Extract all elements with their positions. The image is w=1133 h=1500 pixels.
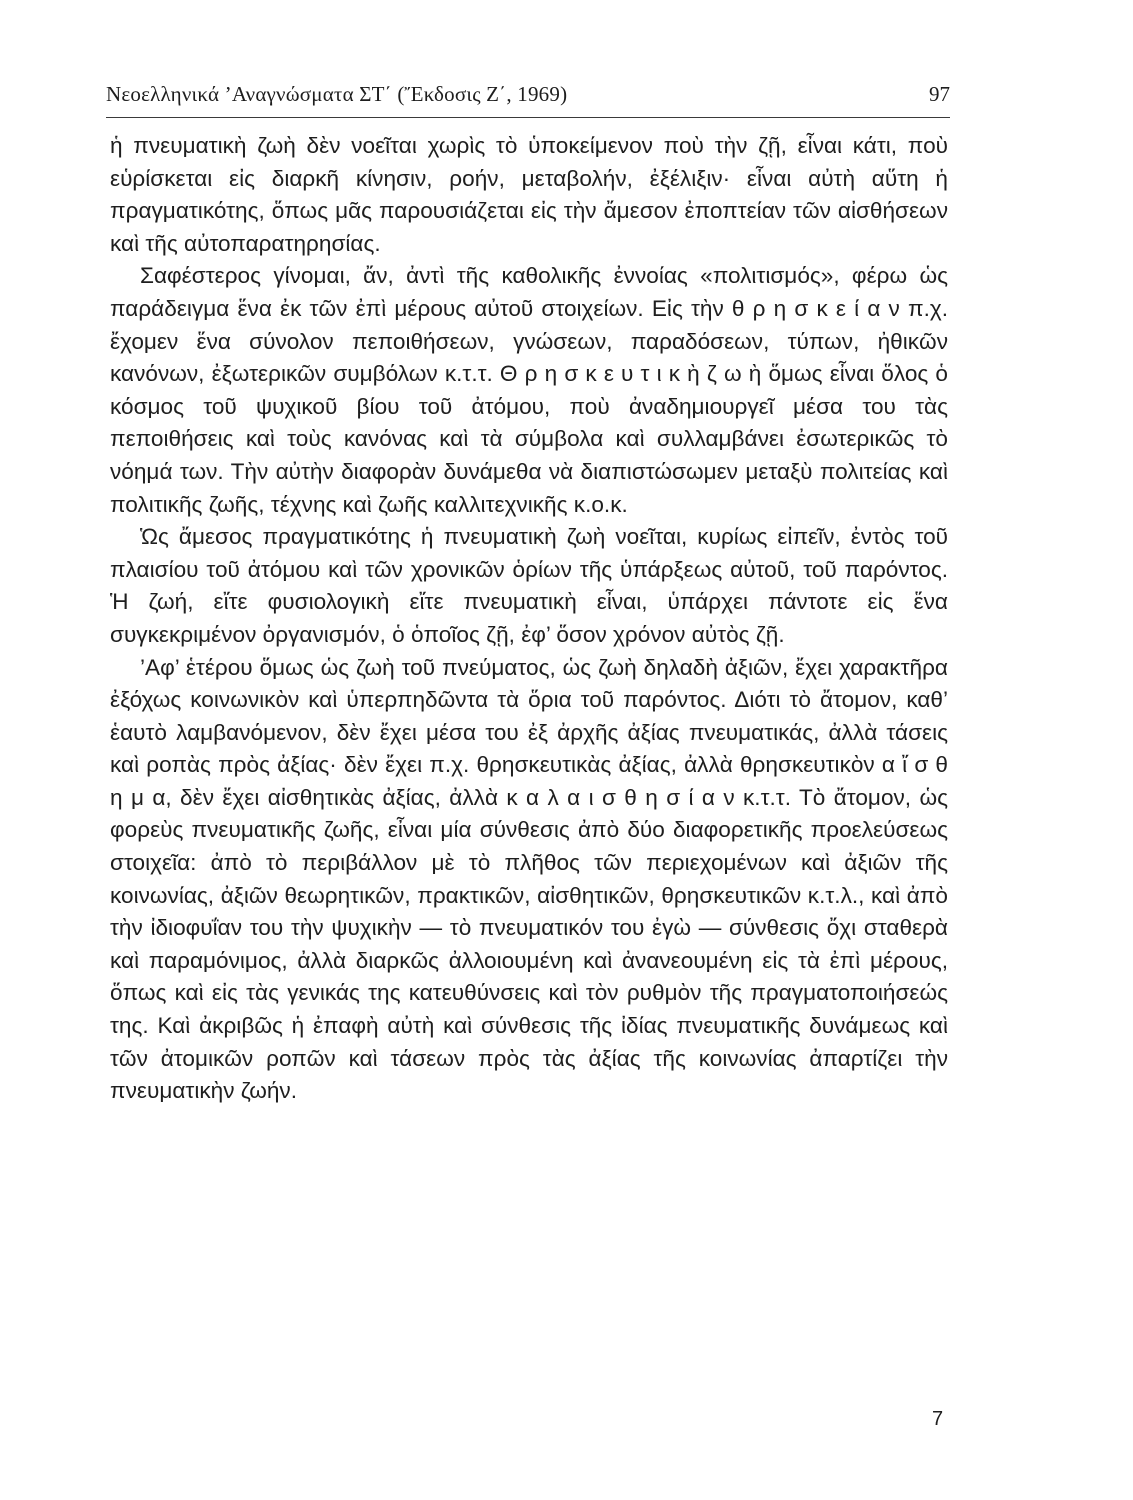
paragraph-1: ἡ πνευματικὴ ζωὴ δὲν νοεῖται χωρὶς τὸ ὑποκείμενον ποὺ τὴν ζῇ, εἶναι κάτι, ποὺ εὑρίσκεται εἰς διαρκῆ κίνησιν, ροήν, μεταβολήν, ἐξέλιξιν· εἶναι αὐτὴ αὕτη ἡ πραγματικότης, ὅπως μᾶς παρουσιάζεται εἰς τὴν ἄμεσον ἐποπτείαν τῶν αἰσθήσεων καὶ τῆς αὐτοπαρατηρησίας. (110, 133, 948, 256)
paragraph-2: Σαφέστερος γίνομαι, ἄν, ἀντὶ τῆς καθολικῆς ἐννοίας «πολιτισμός», φέρω ὡς παράδειγμα ἕνα ἐκ τῶν ἐπὶ μέρους αὐτοῦ στοιχείων. Εἰς τὴν θ ρ η σ κ ε ί α ν π.χ. ἔχομεν ἕνα σύνολον πεποιθήσεων, γνώσεων, παραδόσεων, τύπων, ἠθικῶν κανόνων, ἐξωτερικῶν συμβόλων κ.τ.τ. Θ ρ η σ κ ε υ τ ι κ ὴ ζ ω ὴ ὅμως εἶναι ὅλος ὁ κόσμος τοῦ ψυχικοῦ βίου τοῦ ἀτόμου, ποὺ ἀναδημιουργεῖ μέσα του τὰς πεποιθήσεις καὶ τοὺς κανόνας καὶ τὰ σύμβολα καὶ συλλαμβάνει ἐσωτερικῶς τὸ νόημά των. Τὴν αὐτὴν διαφορὰν δυνάμεθα νὰ διαπιστώσωμεν μεταξὺ πολιτείας καὶ πολιτικῆς ζωῆς, τέχνης καὶ ζωῆς καλλιτεχνικῆς κ.ο.κ. (110, 263, 948, 517)
running-header-title: Νεοελληνικά ’Αναγνώσματα ΣΤ΄ (Ἔκδοσις Ζ΄, 1969) (106, 82, 568, 106)
header-rule (106, 117, 950, 118)
body-text (110, 130, 948, 1108)
paragraph-3: Ὡς ἄμεσος πραγματικότης ἡ πνευματικὴ ζωὴ νοεῖται, κυρίως εἰπεῖν, ἐντὸς τοῦ πλαισίου τοῦ ἀτόμου καὶ τῶν χρονικῶν ὁρίων τῆς ὑπάρξεως αὐτοῦ, τοῦ παρόντος. Ἡ ζωή, εἴτε φυσιολογικὴ εἴτε πνευματικὴ εἶναι, ὑπάρχει πάντοτε εἰς ἕνα συγκεκριμένον ὀργανισμόν, ὁ ὁποῖος ζῇ, ἐφ’ ὅσον χρόνον αὐτὸς ζῇ. (110, 524, 948, 647)
signature-mark: 7 (932, 1408, 944, 1430)
paragraph-4: ’Αφ’ ἑτέρου ὅμως ὡς ζωὴ τοῦ πνεύματος, ὡς ζωὴ δηλαδὴ ἀξιῶν, ἔχει χαρακτῆρα ἐξόχως κοινωνικὸν καὶ ὑπερπηδῶντα τὰ ὅρια τοῦ παρόντος. Διότι τὸ ἄτομον, καθ’ ἑαυτὸ λαμβανόμενον, δὲν ἔχει μέσα του ἐξ ἀρχῆς ἀξίας πνευματικάς, ἀλλὰ τάσεις καὶ ροπὰς πρὸς ἀξίας· δὲν ἔχει π.χ. θρησκευτικὰς ἀξίας, ἀλλὰ θρησκευτικὸν α ἴ σ θ η μ α, δὲν ἔχει αἰσθητικὰς ἀξίας, ἀλλὰ κ α λ α ι σ θ η σ ί α ν κ.τ.τ. Τὸ ἄτομον, ὡς φορεὺς πνευματικῆς ζωῆς, εἶναι μία σύνθεσις ἀπὸ δύο διαφορετικῆς προελεύσεως στοιχεῖα: ἀπὸ τὸ περιβάλλον μὲ τὸ πλῆθος τῶν περιεχομένων καὶ ἀξιῶν τῆς κοινωνίας, ἀξιῶν θεωρητικῶν, πρακτικῶν, αἰσθητικῶν, θρησκευτικῶν κ.τ.λ., καὶ ἀπὸ τὴν ἰδιοφυΐαν του τὴν ψυχικὴν — τὸ πνευματικόν του ἐγὼ — σύνθεσις ὄχι σταθερὰ καὶ παραμόνιμος, ἀλλὰ διαρκῶς ἀλλοιουμένη καὶ ἀνανεουμένη εἰς τὰ ἐπὶ μέρους, ὅπως καὶ εἰς τὰς γενικάς της κατευθύνσεις καὶ τὸν ρυθμὸν τῆς πραγματοποιήσεώς της. Καὶ ἀκριβῶς ἡ ἐπαφὴ αὐτὴ καὶ σύνθεσις τῆς ἰδίας πνευματικῆς δυνάμεως καὶ τῶν ἀτομικῶν ροπῶν καὶ τάσεων πρὸς τὰς ἀξίας τῆς κοινωνίας ἀπαρτίζει τὴν πνευματικὴν ζωήν. (110, 654, 948, 1104)
page-number: 97 (929, 82, 950, 106)
running-header (106, 82, 950, 122)
